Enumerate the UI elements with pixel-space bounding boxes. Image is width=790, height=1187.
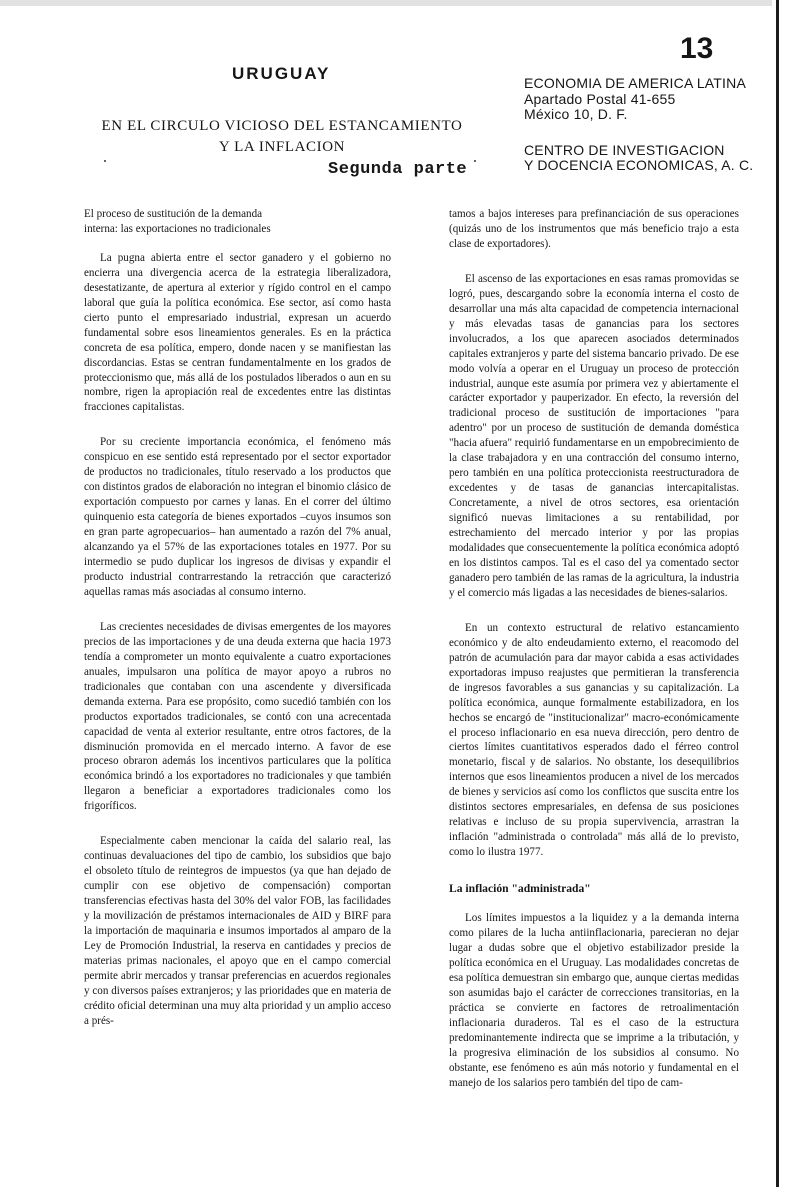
- page-number: 13: [680, 32, 714, 65]
- body-paragraph: Los límites impuestos a la liquidez y a la demanda interna como pilares de la lucha antiinflacionaria, parecieran no dejar lugar a dudas sobre que el objetivo estabilizador preside la política económica en el Uruguay. Las modalidades concretas de esa política demuestran sin embargo que, aunque ciertas medidas son asumidas bajo el carácter de correcciones transitorias, en la práctica se convierte en factores de retroalimentación inflacionaria duraderos. Tal es el caso de la estructura predominantemente indirecta que se imprime a la tributación, y la progresiva eliminación de los subsidios al consumo. No obstante, ese fenómeno es aún más notorio y fundamental en el manejo de los salarios pero también del tipo de cam-: [449, 912, 739, 1089]
- article-title: [82, 116, 482, 158]
- country-heading: URUGUAY: [232, 64, 331, 83]
- scan-edge-top: [0, 0, 790, 6]
- masthead-postal-box: Apartado Postal 41-655: [524, 90, 676, 107]
- section-heading: La inflación "administrada": [449, 882, 591, 896]
- scan-edge-right: [772, 0, 790, 1187]
- journal-masthead: [524, 76, 776, 174]
- body-paragraph: El ascenso de las exportaciones en esas ramas promovidas se logró, pues, descargando sobre la economía interna el costo de desarrollar una más alta capacidad de competencia internacional y más elevadas tasas de ganancias para los sectores involucrados, a los que aparecen asociados determinados capitales extranjeros y parte del sistema bancario privado. De ese modo volvía a operar en el Uruguay un proceso de protección industrial, aunque este asumía por primera vez y abiertamente el carácter exportador y pauperizador. En efecto, la reversión del tradicional proceso de sustitución de importaciones "para adentro" por un proceso de sustitución de demanda doméstica "hacia afuera" requirió fundamentarse en un empobrecimiento de la clase trabajadora y en una contracción del consumo interno, pero también en una política proteccionista reestructuradora de excedentes y de tasas de ganancias intercapitalistas. Concretamente, a nivel de otros sectores, esa orientación significó nuevas limitaciones a su rentabilidad, por estrechamiento del mercado interior y por las propias modalidades que consecuentemente la política económica adoptó en los distintos campos. Tal es el caso del ya comentado sector ganadero pero también de las ramas de la agricultura, la industria y el comercio más ligadas a las necesidades de bienes-salarios.: [449, 272, 739, 599]
- masthead-journal-name: ECONOMIA DE AMERICA LATINA: [524, 75, 746, 91]
- section-heading: [84, 207, 391, 237]
- body-paragraph: Las crecientes necesidades de divisas emergentes de los mayores precios de las importaciones y de una deuda externa que hacia 1973 tendía a comprometer un monto equivalente a cuatro exportaciones anuales, impulsaron una política de mayor apoyo a rubros no tradicionales que contaban con una ascendente y diversificada demanda externa. Para ese propósito, como sucedió también con los productos exportados tradicionales, se contó con una acrecentada capacidad de venta al exterior resultante, entre otros factores, de la disminución promovida en el mercado interno. A favor de ese proceso obraron además los incentivos particulares que la política económica brindó a los exportadores no tradicionales y que también llegaron a beneficiar a exportadores tradicionales como los frigoríficos.: [84, 620, 391, 813]
- scan-speck: [474, 160, 476, 162]
- body-paragraph: En un contexto estructural de relativo estancamiento económico y de alto endeudamiento externo, el reacomodo del patrón de acumulación para dar mayor cabida a esas actividades exportadoras impuso reajustes que permitieran la transferencia de ingresos favorables a sus ganancias y su capitalización. La política económica, aunque formalmente estabilizadora, en los hechos se encargó de "institucionalizar" macro-económicamente el proceso inflacionario en esa nueva dirección, pero dentro de ciertos límites cuantitativos esperados dado el férreo control monetario, fiscal y de salarios. No obstante, los desequilibrios internos que esos lineamientos producen a nivel de los mercados de bienes y servicios así como los conflictos que suscita entre los distintos sectores empresariales, en defensa de sus posiciones relativas e incluso de su propia supervivencia, arrastran la inflación "administrada o controlada" más allá de lo previsto, como lo ilustra 1977.: [449, 621, 739, 859]
- scan-speck: [104, 160, 106, 162]
- left-column: [84, 207, 391, 1049]
- body-paragraph: La pugna abierta entre el sector ganadero y el gobierno no encierra una divergencia acerca de la estrategia liberalizadora, desestatizante, de apertura al exterior y rígido control en el campo laboral que guía la política económica. Ese sector, así como hasta cierto punto el empresariado industrial, expresan un acuerdo fundamental sobre esos lineamientos generales. Es en la práctica concreta de esa política, empero, donde nacen y se manifiestan las discordancias. Estas se centran fundamentalmente en los grados de proteccionismo que, más allá de los postulados liberados o aun en su nombre, rigen la apropiación real de excedentes entre las distintas fracciones capitalistas.: [84, 251, 391, 414]
- article-title-line-2: Y LA INFLACION: [218, 139, 346, 155]
- body-paragraph: Por su creciente importancia económica, el fenómeno más conspicuo en ese sentido está representado por el sector exportador de productos no tradicionales, título reservado a los productos que con distintos grados de elaboración no integran el binomio clásico de exportación compuesto por carnes y lanas. En el correr del último quinquenio esta categoría de bienes exportados –cuyos insumos son en gran parte agropecuarios– han aumentado a razón del 7% anual, alcanzando ya el 57% de las exportaciones totales en 1977. Por su intermedio se pudo duplicar los ingresos de divisas y expandir el producto industrial contrarrestando la retracción que caracterizó aquellas ramas más asociadas al consumo interno.: [84, 436, 391, 598]
- section-heading-line-1: El proceso de sustitución de la demanda: [84, 208, 263, 220]
- series-part: Segunda parte: [328, 160, 468, 179]
- masthead-institution-line-2: Y DOCENCIA ECONOMICAS, A. C.: [524, 157, 754, 173]
- article-title-line-1: EN EL CIRCULO VICIOSO DEL ESTANCAMIENTO: [101, 118, 463, 134]
- body-paragraph-continued: tamos a bajos intereses para prefinanciación de sus operaciones (quizás uno de los instrumentos que más beneficio trajo a esta clase de exportadores).: [449, 208, 739, 250]
- masthead-city: México 10, D. F.: [524, 106, 628, 122]
- right-column: [449, 207, 739, 1110]
- section-heading-line-2: interna: las exportaciones no tradicionales: [84, 222, 271, 235]
- body-paragraph: Especialmente caben mencionar la caída del salario real, las continuas devaluaciones del tipo de cambio, los subsidios que bajo el obsoleto título de reintegros de impuestos (ya que han dejado de cumplir con ese objetivo de compensación) comportan transferencias efectivas hasta del 30% del valor FOB, las facilidades y la movilización de préstamos internacionales de AID y BIRF para la importación de maquinaria e insumos importados al amparo de la Ley de Promoción Industrial, la reserva en cantidades y precios de materias primas nacionales, el apoyo que en el campo comercial permite abrir mercados y transar preferencias en acuerdos regionales y con diversos países extranjeros; y las prioridades que en materia de crédito oficial determinan una muy alta prioridad y un amplio acceso a prés-: [84, 835, 391, 1027]
- masthead-institution-line-1: CENTRO DE INVESTIGACION: [524, 141, 725, 158]
